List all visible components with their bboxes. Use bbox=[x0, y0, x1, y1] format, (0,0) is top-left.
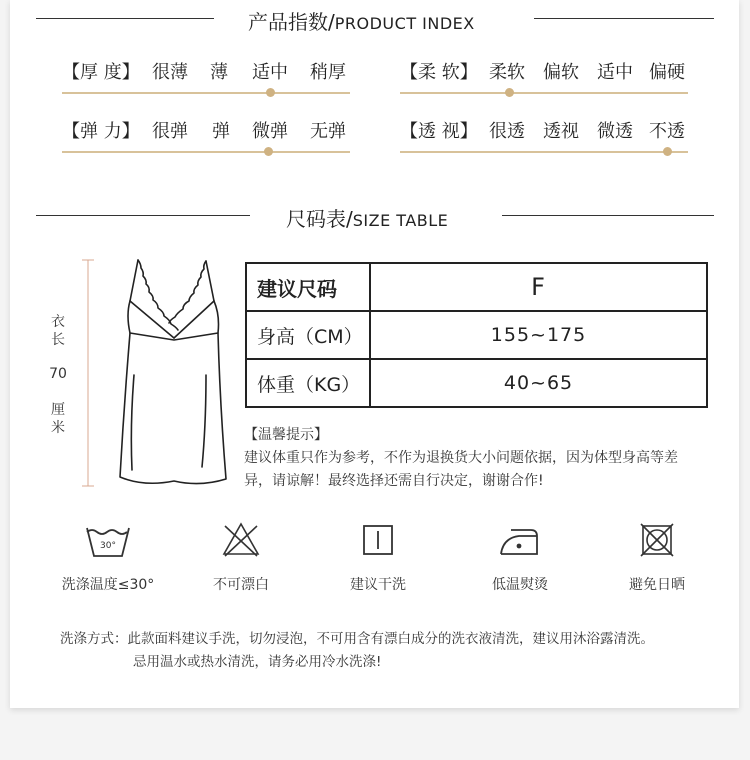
no-bleach-icon bbox=[221, 520, 261, 560]
svg-text:30°: 30° bbox=[100, 541, 116, 551]
index-option: 柔软 bbox=[489, 62, 525, 83]
care-label: 低温熨烫 bbox=[492, 577, 548, 593]
divider-line bbox=[502, 215, 714, 216]
size-table-title: 尺码表/SIZE TABLE bbox=[286, 207, 449, 231]
index-option: 微透 bbox=[597, 121, 633, 142]
table-key: 身高（CM） bbox=[246, 311, 370, 359]
table-header-value: F bbox=[370, 263, 707, 311]
care-label: 不可漂白 bbox=[213, 577, 269, 593]
index-marker bbox=[663, 147, 672, 156]
index-option: 无弹 bbox=[310, 121, 346, 142]
index-row-thickness bbox=[62, 58, 352, 108]
index-label: 【弹 力】 bbox=[62, 121, 140, 142]
table-key: 体重（KG） bbox=[246, 359, 370, 407]
care-item-wash bbox=[43, 520, 173, 594]
table-row bbox=[246, 263, 707, 311]
index-track bbox=[62, 92, 350, 94]
index-row-elasticity bbox=[62, 117, 352, 167]
index-option: 弹 bbox=[212, 121, 230, 142]
table-row bbox=[246, 359, 707, 407]
care-label: 建议干洗 bbox=[350, 577, 406, 593]
index-marker bbox=[505, 88, 514, 97]
care-item-bleach bbox=[176, 520, 306, 594]
slip-dress-illustration bbox=[114, 255, 232, 491]
wash-method-line: 忌用温水或热水清洗，请务必用冷水洗涤! bbox=[133, 654, 382, 670]
index-option: 微弹 bbox=[252, 121, 288, 142]
size-table-header bbox=[0, 203, 750, 233]
length-unit: 厘 米 bbox=[51, 402, 65, 436]
index-option: 很弹 bbox=[152, 121, 188, 142]
index-label: 【厚 度】 bbox=[62, 62, 140, 83]
dry-clean-icon bbox=[358, 520, 398, 560]
index-label: 【柔 软】 bbox=[400, 62, 478, 83]
index-option: 不透 bbox=[649, 121, 685, 142]
wash-30-icon bbox=[84, 520, 132, 560]
low-iron-icon bbox=[497, 520, 543, 560]
tip-title: 【温馨提示】 bbox=[244, 427, 328, 443]
care-label: 洗涤温度≤30° bbox=[61, 577, 155, 593]
index-option: 偏软 bbox=[543, 62, 579, 83]
divider-line bbox=[36, 18, 214, 19]
length-value: 70 bbox=[49, 366, 67, 382]
index-track bbox=[400, 151, 688, 153]
care-label: 避免日晒 bbox=[629, 577, 685, 593]
size-table bbox=[245, 262, 708, 408]
product-index-header bbox=[0, 6, 750, 36]
index-marker bbox=[264, 147, 273, 156]
index-option: 很薄 bbox=[152, 62, 188, 83]
index-marker bbox=[266, 88, 275, 97]
index-option: 透视 bbox=[543, 121, 579, 142]
index-option: 薄 bbox=[210, 62, 228, 83]
table-value: 155~175 bbox=[370, 311, 707, 359]
index-option: 适中 bbox=[252, 62, 288, 83]
tip-line: 异，请谅解！最终选择还需自行决定，谢谢合作! bbox=[244, 473, 544, 489]
index-option: 适中 bbox=[597, 62, 633, 83]
index-track bbox=[62, 151, 350, 153]
index-option: 很透 bbox=[489, 121, 525, 142]
length-label: 衣 长 bbox=[51, 314, 65, 348]
product-index-title: 产品指数/PRODUCT INDEX bbox=[248, 10, 475, 34]
index-option: 偏硬 bbox=[649, 62, 685, 83]
table-value: 40~65 bbox=[370, 359, 707, 407]
index-row-softness bbox=[400, 58, 690, 108]
care-item-dry-clean bbox=[313, 520, 443, 594]
index-option: 稍厚 bbox=[310, 62, 346, 83]
length-ruler bbox=[78, 258, 98, 490]
care-item-iron bbox=[455, 520, 585, 594]
index-row-transparency bbox=[400, 117, 690, 167]
index-track bbox=[400, 92, 688, 94]
table-row bbox=[246, 311, 707, 359]
divider-line bbox=[36, 215, 250, 216]
table-header-key: 建议尺码 bbox=[246, 263, 370, 311]
tip-line: 建议体重只作为参考，不作为退换货大小问题依据，因为体型身高等差 bbox=[244, 450, 678, 466]
care-item-sun bbox=[592, 520, 722, 594]
index-label: 【透 视】 bbox=[400, 121, 478, 142]
no-sun-icon bbox=[637, 520, 677, 560]
divider-line bbox=[534, 18, 714, 19]
wash-method-line: 洗涤方式：此款面料建议手洗，切勿浸泡，不可用含有漂白成分的洗衣液清洗，建议用沐浴露清洗。 bbox=[60, 631, 654, 647]
